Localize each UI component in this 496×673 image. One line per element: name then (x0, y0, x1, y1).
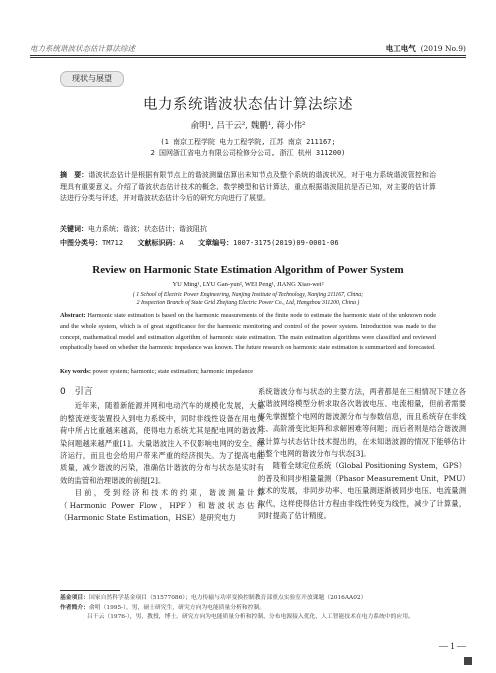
keywords-en-label: Key words: (60, 368, 91, 375)
doc-code-value: A (179, 239, 184, 247)
issue-number: (2019 No.9) (420, 44, 466, 53)
body-paragraph: 随着全球定位系统（Global Positioning System，GPS）的普及和同步相量量测（Phasor Measurement Unit，PMU）技术的发展，非同步功率、电压量测逐渐被同步电压、电流量测取代，这样使得估计方程由非线性转变为线性，减少了计算量，同时提高了估计精度。 (258, 461, 466, 521)
body-column-right (258, 386, 466, 522)
authors-chinese: 俞明¹, 吕干云², 魏鹏¹, 蒋小伟² (190, 121, 306, 131)
keywords-chinese (60, 224, 436, 234)
authors-english: YU Ming¹, LYU Gan-yun², WEI Peng¹, JIANG Xiao-wei² (172, 281, 324, 288)
fund-text: 国家自然科学基金项目（51577086）；电力传输与功率变换控制教育部重点实验室开放课题（2016AA02） (89, 595, 367, 601)
keywords-cn-label: 关键词： (60, 225, 88, 233)
body-paragraph: 系统谐波分布与状态的主要方法，两者都是在三相情况下建立各次谐波网络模型分析求取各次谐波电压、电流相量，但前者需要事先掌握整个电网的谐波源分布与参数信息，而且系统存在非线性、高阶滑变比矩阵和求解困难等问题；而后者则是结合谐波测量计算与状态估计技术提出的，在未知谐波源的情况下能够估计出整个电网的谐波分布与状态[3]。 (258, 387, 466, 459)
keywords-english (60, 368, 436, 375)
classification-line (60, 238, 436, 248)
fund-label: 基金项目： (60, 595, 89, 601)
author-bio-1: 俞明（1995-），男，硕士研究生，研究方向为电能质量分析和控制。 (89, 605, 266, 611)
clc-value: TM712 (102, 239, 124, 247)
page-number: — 1 — (439, 641, 466, 651)
doc-code-label: 文献标识码： (137, 239, 180, 247)
header-rule (30, 55, 466, 56)
footnote-author (60, 604, 466, 613)
running-header (30, 40, 466, 54)
column-tag: 现状与展望 (60, 71, 124, 87)
footnote-author-2: 吕干云（1976-），男，教授，博士，研究方向为电能质量分析和控制、分布电源接入优化、人工智能技术在电力系统中的应用。 (87, 614, 414, 620)
title-chinese: 电力系统谐波状态估计算法综述 (143, 97, 353, 113)
abstract-chinese (60, 170, 436, 205)
body-paragraph: 目前，受到经济和技术的约束，谐波测量计算（Harmonic Power Flow，HPF）和谐波状态估计（Harmonic State Estimation，HSE）是研究电力 (60, 488, 264, 523)
author-bio-label: 作者简介： (60, 605, 89, 611)
keywords-en-text: power system; harmonic; state estimation; harmonic impedance (92, 368, 254, 375)
header-journal (386, 43, 466, 54)
title-english: Review on Harmonic State Estimation Algorithm of Power System (92, 264, 404, 276)
article-id-label: 文章编号： (198, 239, 234, 247)
clc-label: 中图分类号： (60, 239, 102, 247)
footnote-rule (60, 590, 120, 591)
footnote-fund (60, 594, 466, 603)
affiliation-cn-1: (1 南京工程学院 电力工程学院, 江苏 南京 211167; (160, 138, 336, 146)
header-rule-thin (30, 57, 466, 58)
abstract-english (60, 311, 436, 354)
abstract-en-label: Abstract: (60, 312, 86, 319)
abstract-cn-text: 谐波状态估计是根据有限节点上的谐波测量估算出未知节点及整个系统的谐波状况，对于电力系统谐波管控和治理具有重要意义。介绍了谐波状态估计技术的概念、数学模型和估计算法，重点根据谐波阻抗是否已知，对主要的估计算法进行分类与评述，并对谐波状态估计今后的研究方向进行了展望。 (60, 171, 437, 202)
affiliation-en-2: 2 Inspection Branch of State Grid Zhejiang Electric Power Co., Ltd, Hangzhou 311200, China ) (136, 300, 360, 306)
journal-name: 电工电气 (385, 44, 416, 53)
section-heading: 0 引言 (60, 387, 93, 397)
abstract-en-text: Harmonic state estimation is based on the harmonic measurements of the finite node to estimate the harmonic state of the unknown node and the whole system, which is of great significance for the harmonic monitoring and control of the power system. Introduction was made to the concept, mathematical model and estimation algorithm of harmonic state estimation. The main estimation algorithms were classified and reviewed emphatically based on whether the harmonic impedance was known. The future research on harmonic state estimation is summarized and forecasted. (60, 312, 437, 352)
corner-marker (464, 657, 472, 665)
body-paragraph: 近年来，随着新能源并网和电动汽车的规模化发展，大量的整流逆变装置投入到电力系统中，同时非线性设备在用电负荷中所占比重越来越高，使得电力系统尤其是配电网的谐波污染问题越来越严重[1]。大量谐波注入不仅影响电网的安全、经济运行，而且也会给用户带来严重的经济损失。为了提高电能质量，减少谐波的污染，准确估计谐波的分布与状态是实时有效的监管和治理谐波的前提[2]。 (60, 401, 264, 485)
affiliation-en-1: ( 1 School of Electric Power Engineering, Nanjing Institute of Technology, Nanjing 211167, China; (132, 292, 364, 298)
keywords-cn-text: 电力系统；谐波；状态估计；谐波阻抗 (88, 225, 207, 233)
body-column-left (60, 386, 264, 524)
header-article-title: 电力系统谐波状态估计算法综述 (30, 44, 135, 53)
abstract-cn-label: 摘 要： (60, 171, 89, 179)
affiliation-cn-2: 2 国网浙江省电力有限公司检修分公司, 浙江 杭州 311200) (150, 149, 346, 157)
article-id-value: 1007-3175(2019)09-0001-06 (233, 239, 339, 247)
